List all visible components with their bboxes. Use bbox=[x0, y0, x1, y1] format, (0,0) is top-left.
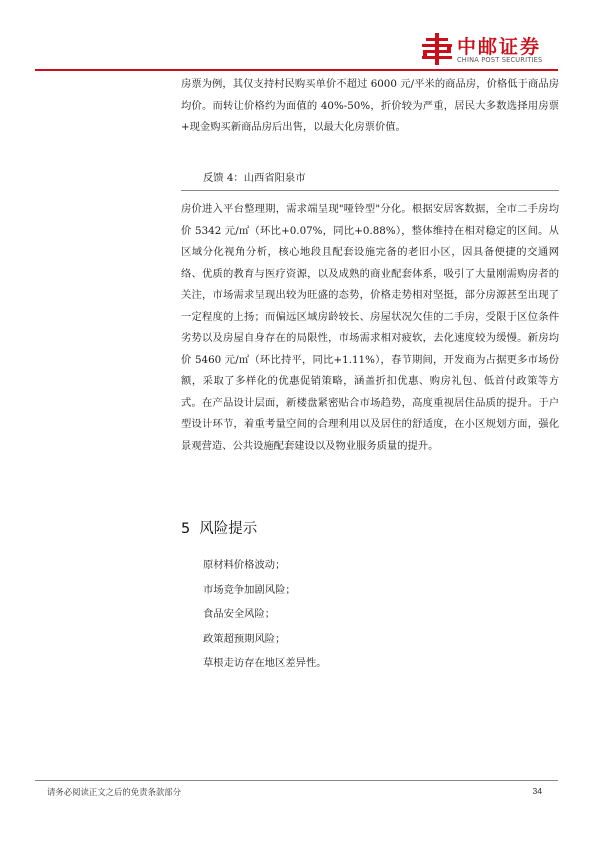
section-number: 5 bbox=[181, 521, 191, 537]
footer-disclaimer: 请务必阅读正文之后的免责条款部分 bbox=[47, 787, 181, 797]
feedback-heading-rule bbox=[181, 190, 559, 191]
footer-divider bbox=[35, 780, 558, 781]
logo-text-en: CHINA POST SECURITIES bbox=[457, 56, 543, 64]
list-item: 原材料价格波动； bbox=[203, 559, 286, 571]
paragraph-housing-vouchers: 房票为例，其仅支持村民购买单价不超过 6000 元/平米的商品房，价格低于商品房均价。而转让价格约为面值的 40%-50%，折价较为严重，居民大多数选择用房票+现金购买新商品房后出售，以最大化房票价值。 bbox=[181, 78, 559, 133]
company-logo bbox=[420, 31, 570, 67]
section-title-risk bbox=[181, 517, 257, 538]
paragraph-yangquan-market: 房价进入平台整理期，需求端呈现"哑铃型"分化。根据安居客数据，全市二手房均价 5342 元/㎡（环比+0.07%，同比+0.88%），整体维持在相对稳定的区间。从区域分化视角分析，核心地段且配套设施完备的老旧小区，因具备便捷的交通网络、优质的教育与医疗资源，以及成熟的商业配套体系，吸引了大量刚需购房者的关注，市场需求呈现出较为旺盛的态势，价格走势相对坚挺，部分房源甚至出现了一定程度的上扬；而偏远区域房龄较长、房屋状况欠佳的二手房，受限于区位条件劣势以及房屋自身存在的局限性，市场需求相对疲软，去化速度较为缓慢。新房均价 5460 元/㎡（环比持平，同比+1.11%），春节期间，开发商为占据更多市场份额，采取了多样化的优惠促销策略，涵盖折扣优惠、购房礼包、低首付政策等方式。在产品设计层面，新楼盘紧密贴合市场趋势，高度重视居住品质的提升。于户型设计环节，着重考量空间的合理利用以及居住的舒适度，在小区规划方面，强化景观营造、公共设施配套建设以及物业服务质量的提升。 bbox=[181, 203, 559, 452]
feedback-heading: 反馈 4：山西省阳泉市 bbox=[203, 172, 306, 184]
header-divider bbox=[35, 69, 558, 71]
section-title-text: 风险提示 bbox=[199, 521, 258, 537]
china-post-logo-icon bbox=[420, 32, 454, 66]
list-item: 食品安全风险； bbox=[203, 608, 276, 621]
list-item: 政策超预期风险； bbox=[203, 632, 286, 645]
page-number: 34 bbox=[532, 786, 542, 796]
risk-list bbox=[203, 553, 327, 676]
list-item: 草根走访存在地区差异性。 bbox=[203, 657, 327, 670]
list-item: 市场竞争加剧风险； bbox=[203, 583, 296, 596]
logo-text-cn: 中邮证券 bbox=[457, 36, 542, 58]
